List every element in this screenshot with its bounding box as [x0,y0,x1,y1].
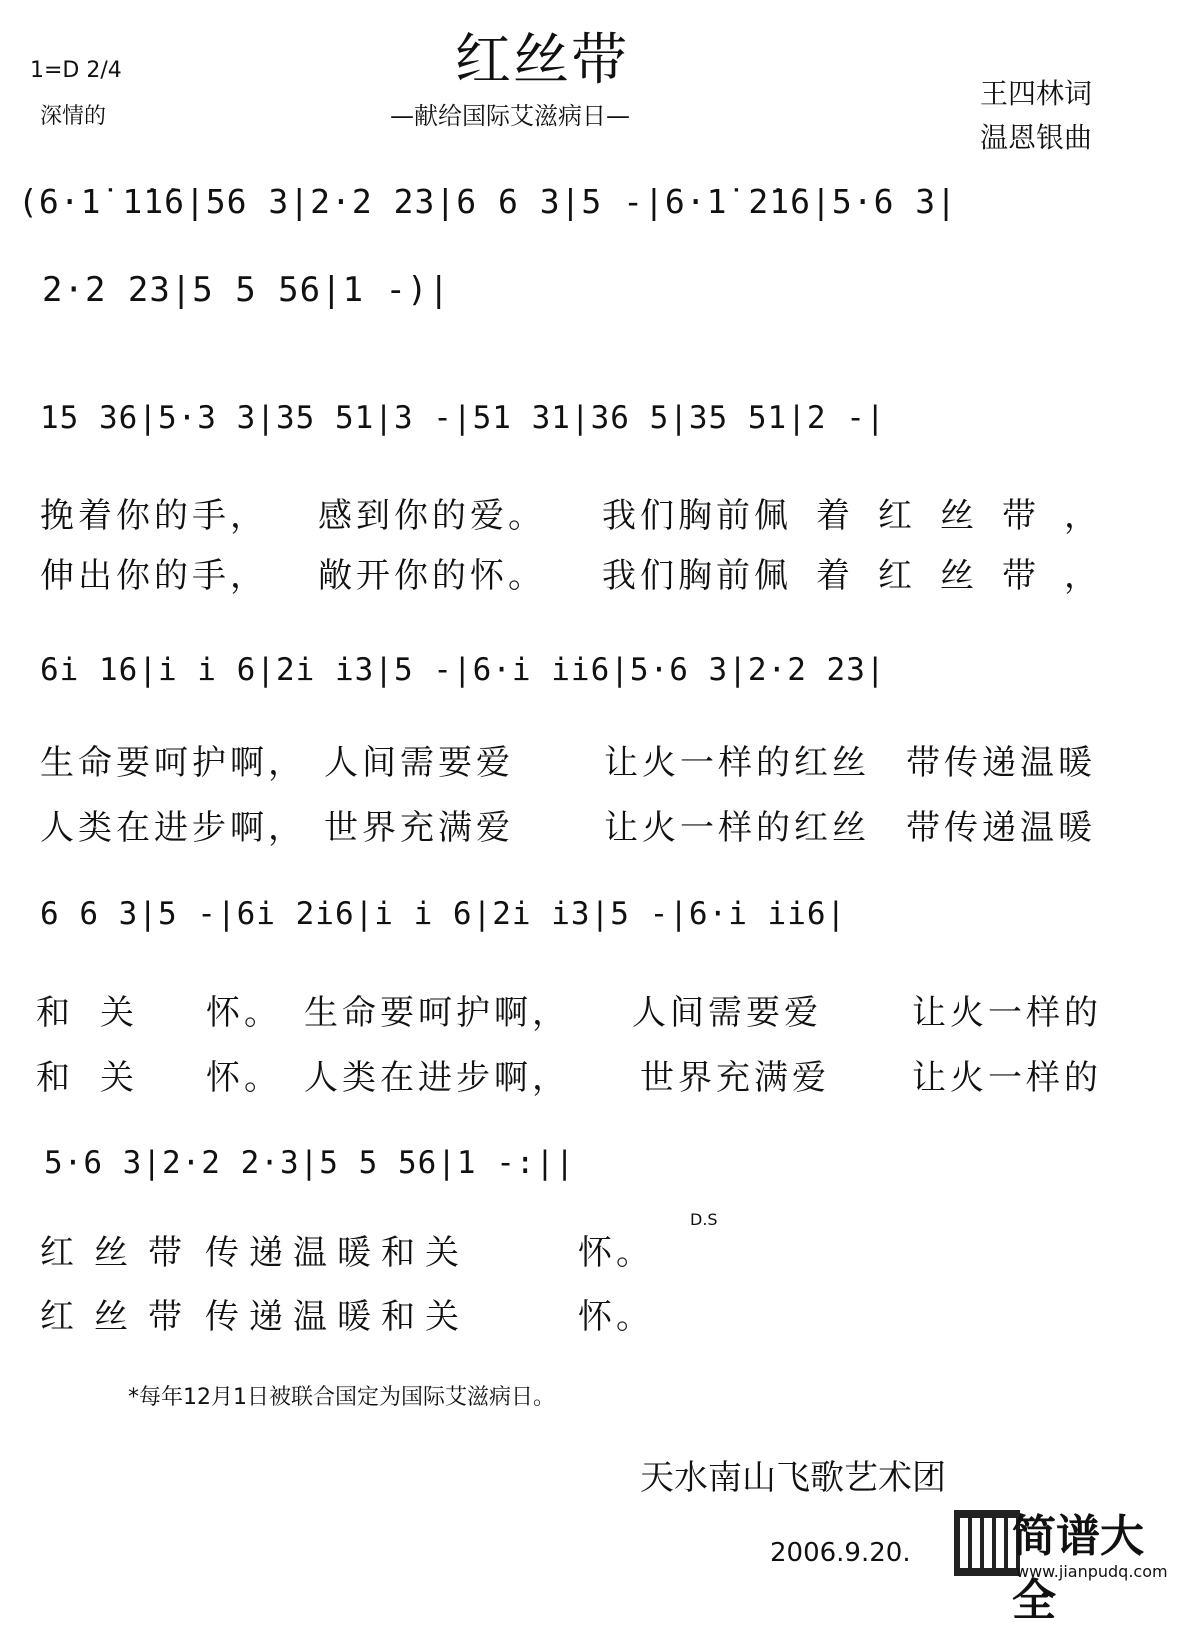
logo-url: www.jianpudq.com [1016,1562,1168,1581]
lyric-row-6-c: 人类在进步啊， [304,1058,570,1098]
notation-line-6: 5·6 3|2·2 2·3|5 5 56|1 -:|| [44,1145,575,1181]
lyric-row-5-c: 生命要呵护啊， [304,993,570,1033]
lyric-row-5-d: 人间需要爱 [632,993,822,1033]
lyric-row-3-b: 人间需要爱 [324,743,514,783]
lyric-row-7-a: 红丝带 [40,1233,202,1273]
lyric-row-2-c: 我们胸前佩 [602,556,792,596]
lyric-row-8-b: 传递温暖和关 [205,1297,469,1337]
lyric-row-6-d: 世界充满爱 [640,1058,830,1098]
lyric-row-8-a: 红丝带 [40,1297,202,1337]
lyric-row-2-a: 伸出你的手， [40,556,268,596]
lyric-row-6-a: 和关 [36,1058,164,1098]
ds-mark: D.S [690,1210,718,1229]
site-logo [952,1500,1172,1626]
notation-line-3: 15 36|5·3 3|35 51|3 -|51 31|36 5|35 51|2 -| [40,400,886,436]
lyric-row-3-d: 带传递温暖 [906,743,1096,783]
lyric-row-4-a: 人类在进步啊， [40,808,306,848]
lyric-row-3-c: 让火一样的红丝 [604,743,870,783]
composer-credit: 温恩银曲 [980,121,1093,154]
logo-chinese: 简谱大全 [1012,1511,1144,1626]
key-signature: 1=D 2/4 [30,58,122,83]
lyric-row-7-b: 传递温暖和关 [205,1233,469,1273]
lyric-row-2-b: 敞开你的怀。 [318,556,546,596]
lyric-row-5-b: 怀。 [206,993,282,1033]
lyric-row-4-d: 带传递温暖 [906,808,1096,848]
lyric-row-5-a: 和关 [36,993,164,1033]
lyric-row-6-b: 怀。 [206,1058,282,1098]
page-subtitle: —献给国际艾滋病日— [390,102,630,130]
composition-date: 2006.9.20. [770,1538,911,1568]
lyric-row-4-b: 世界充满爱 [324,808,514,848]
notation-line-2: 2·2 23|5 5 56|1 -)| [42,270,450,310]
notation-line-4: 6i 16|i i 6|2i i3|5 -|6·i ii6|5·6 3|2·2 23| [40,652,886,688]
lyric-row-1-d: 着红丝带， [816,496,1126,536]
lyric-row-1-c: 我们胸前佩 [602,496,792,536]
notation-line-5: 6 6 3|5 -|6i 2i6|i i 6|2i i3|5 -|6·i ii6| [40,896,847,932]
page-title: 红丝带 [455,28,629,93]
lyric-row-3-a: 生命要呵护啊， [40,743,306,783]
lyric-row-1-a: 挽着你的手， [40,496,268,536]
mood-indicator: 深情的 [40,104,107,129]
lyric-row-4-c: 让火一样的红丝 [604,808,870,848]
performer-group: 天水南山飞歌艺术团 [640,1458,946,1498]
lyricist-credit: 王四林词 [980,77,1093,110]
lyric-row-2-d: 着红丝带， [816,556,1126,596]
lyric-row-8-c: 怀。 [578,1297,654,1337]
lyric-row-6-e: 让火一样的 [912,1058,1102,1098]
lyric-row-7-c: 怀。 [578,1233,654,1273]
notation-line-1: (6·1̇ 1̇1̇6|56 3|2·2 23|6 6 3|5 -|6·1̇ 2̇1̇6|5·6 3| [18,182,958,221]
lyric-row-5-e: 让火一样的 [912,993,1102,1033]
footnote: *每年12月1日被联合国定为国际艾滋病日。 [128,1385,555,1410]
lyric-row-1-b: 感到你的爱。 [318,496,546,536]
